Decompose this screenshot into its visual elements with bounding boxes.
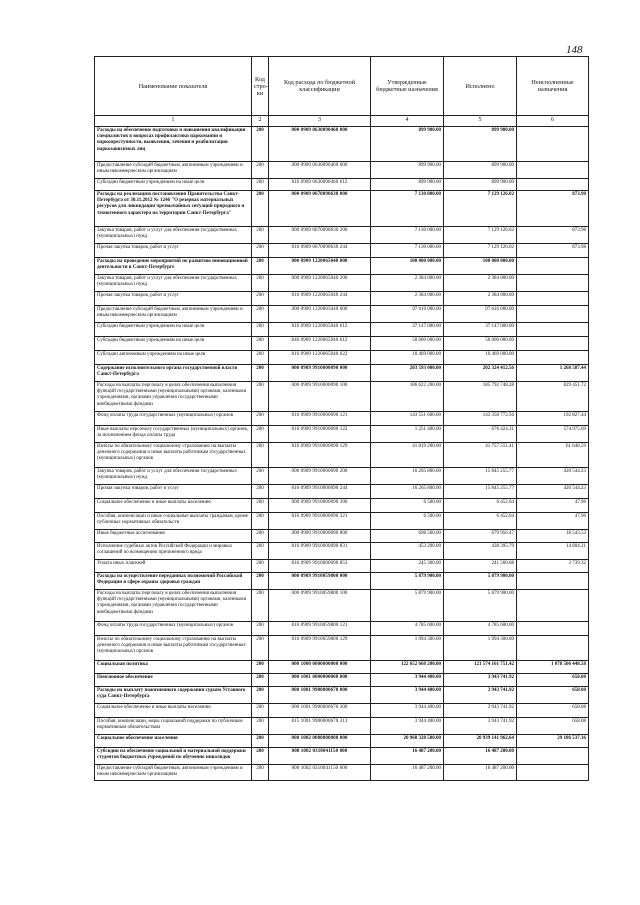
row-line-code: 200 [252, 661, 269, 674]
table-row [95, 227, 589, 244]
row-line-code: 200 [252, 292, 269, 306]
row-name: Расходы на выплаты персоналу в целях обеспечения выполнения функций государственными (муниципальными) органами, казенными учреждениями, органами управления государственными внебюджетными фондами [95, 382, 252, 412]
row-expense-code: 816 0909 9910059800 129 [269, 636, 371, 661]
row-line-code: 200 [252, 127, 269, 162]
column-number: 3 [269, 116, 371, 127]
budget-execution-table [94, 56, 589, 781]
row-expense-code: 000 1000 0000000000 000 [269, 661, 371, 674]
header-line-code: Код стро- ки [252, 57, 269, 116]
row-line-code: 200 [252, 258, 269, 275]
row-line-code: 200 [252, 636, 269, 661]
row-approved: 899 900.00 [371, 162, 444, 179]
row-unexecuted: 18 543.53 [517, 530, 589, 543]
row-approved: 41 819 200.00 [371, 443, 444, 468]
row-unexecuted [517, 765, 589, 781]
table-row [95, 765, 589, 781]
row-line-code: 200 [252, 382, 269, 412]
row-executed: 10 469 000.00 [444, 351, 517, 365]
table-row [95, 258, 589, 275]
row-expense-code: 815 1001 9900000670 313 [269, 718, 371, 735]
row-unexecuted [517, 179, 589, 191]
row-executed: 5 879 900.00 [444, 590, 517, 622]
row-name: Расходы на обеспечение подготовки и повышения квалификации специалистов в вопросах профилактики наркомании и наркопреступности, выявления, лечения и реабилитации наркозависимых лиц [95, 127, 252, 162]
row-expense-code: 000 0909 9910000090 800 [269, 530, 371, 543]
table-row [95, 292, 589, 306]
row-executed: 5 879 900.00 [444, 573, 517, 590]
row-approved: 1 094 300.00 [371, 636, 444, 661]
column-number: 1 [95, 116, 252, 127]
table-row [95, 530, 589, 543]
row-unexecuted: 658.08 [517, 718, 589, 735]
row-approved: 203 593 000.00 [371, 365, 444, 382]
row-name: Закупка товаров, работ и услуг для обеспечения государственных (муниципальных) нужд [95, 468, 252, 485]
row-approved: 3 944 400.00 [371, 687, 444, 704]
row-line-code: 200 [252, 162, 269, 179]
row-executed: 7 129 126.02 [444, 191, 517, 227]
row-line-code: 200 [252, 365, 269, 382]
row-name: Иные бюджетные ассигнования [95, 530, 252, 543]
row-expense-code: 000 1001 0000000000 000 [269, 674, 371, 687]
row-unexecuted: 658.08 [517, 674, 589, 687]
row-unexecuted [517, 573, 589, 590]
row-line-code: 200 [252, 275, 269, 292]
table-row [95, 687, 589, 704]
column-number: 2 [252, 116, 269, 127]
row-approved: 3 944 400.00 [371, 674, 444, 687]
row-line-code: 200 [252, 543, 269, 560]
row-expense-code: 816 0909 9910000090 321 [269, 513, 371, 530]
row-unexecuted: 873.98 [517, 191, 589, 227]
row-name: Содержание исполнительного органа государственной власти Санкт-Петербурга [95, 365, 252, 382]
row-line-code: 200 [252, 306, 269, 323]
row-unexecuted: 873.98 [517, 244, 589, 258]
row-expense-code: 000 0909 1220065040 200 [269, 275, 371, 292]
row-name: Субсидии на обеспечение социальной и материальной поддержки студентов бюджетных учреждений по обучению инвалидов [95, 748, 252, 765]
row-approved: 6 500.00 [371, 499, 444, 513]
row-approved: 7 130 000.00 [371, 227, 444, 244]
row-approved: 3 944 400.00 [371, 718, 444, 735]
row-name: Предоставление субсидий бюджетным, автономным учреждениям и иным некоммерческим организациям [95, 306, 252, 323]
row-line-code: 200 [252, 513, 269, 530]
table-row [95, 499, 589, 513]
row-expense-code: 816 0909 0670090630 244 [269, 244, 371, 258]
row-approved: 245 300.00 [371, 560, 444, 573]
row-executed: 143 358 772.56 [444, 412, 517, 426]
table-row [95, 244, 589, 258]
row-name: Прочая закупка товаров, работ и услуг [95, 244, 252, 258]
row-executed: 241 560.68 [444, 560, 517, 573]
row-expense-code: 000 0909 0630090460 600 [269, 162, 371, 179]
row-expense-code: 000 0909 1220065040 000 [269, 258, 371, 275]
row-unexecuted: 574 975.69 [517, 426, 589, 443]
row-name: Расходы на выплаты персоналу в целях обеспечения выполнения функций государственными (муниципальными) органами, казенными учреждениями, органами управления государственными внебюджетными фондами [95, 590, 252, 622]
row-expense-code: 816 0909 9910000090 853 [269, 560, 371, 573]
row-line-code: 200 [252, 323, 269, 337]
row-approved: 16 487 200.00 [371, 765, 444, 781]
row-approved: 122 652 668 200.00 [371, 661, 444, 674]
row-approved: 100 000 000.00 [371, 258, 444, 275]
table-row [95, 162, 589, 179]
row-unexecuted [517, 306, 589, 323]
row-executed: 6 452.04 [444, 513, 517, 530]
header-expense-code: Код расхода по бюджетной классификации [269, 57, 371, 116]
row-approved: 16 487 200.00 [371, 748, 444, 765]
row-executed: 899 900.00 [444, 179, 517, 191]
row-expense-code: 000 1002 0310041150 000 [269, 748, 371, 765]
row-expense-code: 000 0909 0670090630 200 [269, 227, 371, 244]
row-unexecuted [517, 622, 589, 636]
row-executed: 15 845 255.77 [444, 485, 517, 499]
row-approved: 97 616 000.00 [371, 306, 444, 323]
row-executed: 16 487 200.00 [444, 765, 517, 781]
row-unexecuted: 420 544.23 [517, 485, 589, 499]
row-unexecuted [517, 258, 589, 275]
row-executed: 15 845 255.77 [444, 468, 517, 485]
row-line-code: 200 [252, 443, 269, 468]
row-line-code: 200 [252, 748, 269, 765]
row-executed: 4 785 600.00 [444, 622, 517, 636]
row-name: Взносы по обязательному социальному страхованию на выплаты денежного содержания и иные выплаты работникам государственных (муниципальных) органов [95, 636, 252, 661]
row-expense-code: 000 0909 9910000090 000 [269, 365, 371, 382]
row-executed: 899 900.00 [444, 127, 517, 162]
row-executed: 121 574 161 751.42 [444, 661, 517, 674]
row-executed: 679 956.47 [444, 530, 517, 543]
row-name: Социальная политика [95, 661, 252, 674]
row-approved: 10 469 000.00 [371, 351, 444, 365]
row-executed: 2 384 000.00 [444, 275, 517, 292]
row-unexecuted: 61 648.59 [517, 443, 589, 468]
table-row [95, 513, 589, 530]
row-executed: 3 943 741.92 [444, 718, 517, 735]
row-expense-code: 846 0909 1220065040 612 [269, 337, 371, 351]
row-approved: 143 551 600.00 [371, 412, 444, 426]
row-unexecuted [517, 748, 589, 765]
row-executed: 7 129 126.02 [444, 227, 517, 244]
row-executed: 438 395.79 [444, 543, 517, 560]
row-name: Субсидии бюджетным учреждениям на иные цели [95, 323, 252, 337]
row-line-code: 200 [252, 573, 269, 590]
table-row [95, 661, 589, 674]
row-approved: 899 900.00 [371, 127, 444, 162]
row-line-code: 200 [252, 499, 269, 513]
row-expense-code: 000 1001 9900000670 000 [269, 687, 371, 704]
row-approved: 2 384 000.00 [371, 292, 444, 306]
row-approved: 7 130 000.00 [371, 244, 444, 258]
header-approved: Утвержденные бюджетные назначения [371, 57, 444, 116]
row-unexecuted [517, 292, 589, 306]
table-row [95, 412, 589, 426]
row-name: Предоставление субсидий бюджетным, автономным учреждениям и иным некоммерческим организациям [95, 162, 252, 179]
table-row [95, 275, 589, 292]
row-approved: 7 130 000.00 [371, 191, 444, 227]
table-row [95, 323, 589, 337]
row-line-code: 200 [252, 191, 269, 227]
row-name: Пособия, компенсации, меры социальной поддержки по публичным нормативным обязательствам [95, 718, 252, 735]
row-unexecuted: 1 078 506 448.58 [517, 661, 589, 674]
row-line-code: 200 [252, 687, 269, 704]
row-line-code: 200 [252, 337, 269, 351]
table-row [95, 426, 589, 443]
row-executed: 3 943 741.92 [444, 704, 517, 718]
row-name: Фонд оплаты труда государственных (муниципальных) органов [95, 412, 252, 426]
row-unexecuted: 658.08 [517, 704, 589, 718]
row-executed: 41 757 551.41 [444, 443, 517, 468]
page-number: 148 [566, 44, 583, 56]
row-name: Субсидии бюджетным учреждениям на иные цели [95, 337, 252, 351]
row-approved: 50 000 000.00 [371, 337, 444, 351]
row-executed: 899 900.00 [444, 162, 517, 179]
row-executed: 676 424.31 [444, 426, 517, 443]
row-expense-code: 816 0909 9910000090 122 [269, 426, 371, 443]
row-executed: 100 000 000.00 [444, 258, 517, 275]
header-unexecuted: Неисполненные назначения [517, 57, 589, 116]
table-row [95, 443, 589, 468]
row-line-code: 200 [252, 179, 269, 191]
column-number-row [95, 116, 589, 127]
table-row [95, 468, 589, 485]
row-name: Прочая закупка товаров, работ и услуг [95, 485, 252, 499]
row-executed: 20 939 141 962.64 [444, 735, 517, 748]
row-line-code: 200 [252, 674, 269, 687]
row-unexecuted [517, 275, 589, 292]
row-expense-code: 000 0909 0630090460 000 [269, 127, 371, 162]
row-expense-code: 000 0909 9910000090 200 [269, 468, 371, 485]
row-unexecuted [517, 323, 589, 337]
row-line-code: 200 [252, 765, 269, 781]
row-name: Пенсионное обеспечение [95, 674, 252, 687]
row-unexecuted [517, 162, 589, 179]
row-expense-code: 000 1001 9900000670 300 [269, 704, 371, 718]
row-unexecuted [517, 590, 589, 622]
row-approved: 2 384 000.00 [371, 275, 444, 292]
row-name: Иные выплаты персоналу государственных (муниципальных) органов, за исключением фонда оплаты труда [95, 426, 252, 443]
row-unexecuted: 47.96 [517, 513, 589, 530]
row-expense-code: 816 0909 1220065040 612 [269, 323, 371, 337]
column-number: 5 [444, 116, 517, 127]
row-name: Взносы по обязательному социальному страхованию на выплаты денежного содержания и иные выплаты работникам государственных (муниципальных) органов [95, 443, 252, 468]
row-line-code: 200 [252, 560, 269, 573]
row-executed: 3 943 741.92 [444, 687, 517, 704]
table-row [95, 560, 589, 573]
row-unexecuted [517, 351, 589, 365]
table-row [95, 351, 589, 365]
table-row [95, 127, 589, 162]
header-name: Наименование показателя [95, 57, 252, 116]
table-row [95, 191, 589, 227]
row-unexecuted: 47.96 [517, 499, 589, 513]
row-executed: 202 324 412.56 [444, 365, 517, 382]
row-name: Расходы на проведение мероприятий по развитию инновационной деятельности в Санкт-Петербурге [95, 258, 252, 275]
row-line-code: 200 [252, 530, 269, 543]
row-line-code: 200 [252, 704, 269, 718]
row-approved: 16 265 800.00 [371, 468, 444, 485]
row-unexecuted: 1 268 587.44 [517, 365, 589, 382]
row-approved: 5 879 900.00 [371, 590, 444, 622]
row-expense-code: 000 0909 9910059800 000 [269, 573, 371, 590]
row-name: Социальное обеспечение и иные выплаты населению [95, 704, 252, 718]
row-approved: 899 900.00 [371, 179, 444, 191]
row-approved: 1 251 400.00 [371, 426, 444, 443]
table-body [95, 127, 589, 781]
row-unexecuted: 3 739.32 [517, 560, 589, 573]
row-expense-code: 816 0909 0630090460 612 [269, 179, 371, 191]
row-name: Субсидии бюджетным учреждениям на иные цели [95, 179, 252, 191]
row-name: Уплата иных платежей [95, 560, 252, 573]
row-approved: 20 968 328 500.00 [371, 735, 444, 748]
row-executed: 37 147 000.00 [444, 323, 517, 337]
row-executed: 185 792 748.28 [444, 382, 517, 412]
row-expense-code: 816 0909 1220065040 622 [269, 351, 371, 365]
table-row [95, 735, 589, 748]
row-expense-code: 816 0909 9910000090 831 [269, 543, 371, 560]
row-approved: 5 879 900.00 [371, 573, 444, 590]
row-expense-code: 000 0909 0670090630 000 [269, 191, 371, 227]
row-expense-code: 000 0909 9910000090 300 [269, 499, 371, 513]
row-name: Пособия, компенсации и иные социальные выплаты гражданам, кроме публичных нормативных обязательств [95, 513, 252, 530]
row-approved: 186 622 200.00 [371, 382, 444, 412]
row-name: Закупка товаров, работ и услуг для обеспечения государственных (муниципальных) нужд [95, 227, 252, 244]
row-name: Закупка товаров, работ и услуг для обеспечения государственных (муниципальных) нужд [95, 275, 252, 292]
table-row [95, 718, 589, 735]
row-approved: 698 500.00 [371, 530, 444, 543]
row-line-code: 200 [252, 590, 269, 622]
row-unexecuted: 829 451.72 [517, 382, 589, 412]
row-expense-code: 816 0909 9910000090 244 [269, 485, 371, 499]
row-name: Прочая закупка товаров, работ и услуг [95, 292, 252, 306]
row-name: Расходы на выплату пожизненного содержания судьям Уставного суда Санкт-Петербурга [95, 687, 252, 704]
column-number: 4 [371, 116, 444, 127]
row-executed: 1 094 300.00 [444, 636, 517, 661]
row-expense-code: 816 0909 9910000090 121 [269, 412, 371, 426]
table-row [95, 306, 589, 323]
row-name: Расходы на реализацию постановления Правительства Санкт-Петербурга от 30.11.2012 № 1246 "О резервах материальных ресурсов для ликвидации чрезвычайных ситуаций природного и техногенного характера на территории Санкт-Петербурга" [95, 191, 252, 227]
table-row [95, 485, 589, 499]
row-expense-code: 000 0909 1220065040 600 [269, 306, 371, 323]
row-line-code: 200 [252, 718, 269, 735]
table-row [95, 382, 589, 412]
row-unexecuted: 14 804.21 [517, 543, 589, 560]
row-unexecuted: 873.98 [517, 227, 589, 244]
row-name: Расходы на осуществление переданных полномочий Российской Федерации в сфере охраны здоровья граждан [95, 573, 252, 590]
row-approved: 37 147 000.00 [371, 323, 444, 337]
row-name: Субсидии автономным учреждениям на иные цели [95, 351, 252, 365]
row-line-code: 200 [252, 351, 269, 365]
row-unexecuted [517, 636, 589, 661]
table-row [95, 365, 589, 382]
row-name: Фонд оплаты труда государственных (муниципальных) органов [95, 622, 252, 636]
row-approved: 3 944 400.00 [371, 704, 444, 718]
table-header-row [95, 57, 589, 116]
table-row [95, 704, 589, 718]
table-row [95, 674, 589, 687]
table-row [95, 590, 589, 622]
header-executed: Исполнено [444, 57, 517, 116]
row-executed: 97 616 000.00 [444, 306, 517, 323]
row-line-code: 200 [252, 735, 269, 748]
row-unexecuted [517, 127, 589, 162]
row-name: Предоставление субсидий бюджетным, автономным учреждениям и иным некоммерческим организациям [95, 765, 252, 781]
row-executed: 50 000 000.00 [444, 337, 517, 351]
row-expense-code: 000 1002 0000000000 000 [269, 735, 371, 748]
column-number: 6 [517, 116, 589, 127]
row-approved: 6 500.00 [371, 513, 444, 530]
row-expense-code: 816 0909 9910000090 129 [269, 443, 371, 468]
row-executed: 16 487 200.00 [444, 748, 517, 765]
row-expense-code: 816 0909 9910059800 121 [269, 622, 371, 636]
row-approved: 453 200.00 [371, 543, 444, 560]
table-row [95, 573, 589, 590]
row-name: Социальное обеспечение населения [95, 735, 252, 748]
table-row [95, 543, 589, 560]
row-unexecuted: 192 827.44 [517, 412, 589, 426]
table-row [95, 337, 589, 351]
row-unexecuted: 420 544.23 [517, 468, 589, 485]
row-unexecuted: 658.08 [517, 687, 589, 704]
row-line-code: 200 [252, 622, 269, 636]
row-line-code: 200 [252, 412, 269, 426]
row-line-code: 200 [252, 244, 269, 258]
row-expense-code: 000 1002 0310041150 600 [269, 765, 371, 781]
row-line-code: 200 [252, 485, 269, 499]
row-line-code: 200 [252, 426, 269, 443]
row-unexecuted: 29 186 537.36 [517, 735, 589, 748]
table-row [95, 636, 589, 661]
row-expense-code: 816 0909 1220065040 244 [269, 292, 371, 306]
row-executed: 6 452.04 [444, 499, 517, 513]
table-row [95, 622, 589, 636]
table-row [95, 748, 589, 765]
row-executed: 2 384 000.00 [444, 292, 517, 306]
row-unexecuted [517, 337, 589, 351]
table-row [95, 179, 589, 191]
row-name: Социальное обеспечение и иные выплаты населению [95, 499, 252, 513]
row-line-code: 200 [252, 468, 269, 485]
row-executed: 7 129 126.02 [444, 244, 517, 258]
row-approved: 16 265 800.00 [371, 485, 444, 499]
row-name: Исполнение судебных актов Российской Федерации и мировых соглашений по возмещению причиненного вреда [95, 543, 252, 560]
row-expense-code: 000 0909 9910059800 100 [269, 590, 371, 622]
row-executed: 3 943 741.92 [444, 674, 517, 687]
row-line-code: 200 [252, 227, 269, 244]
row-approved: 4 785 600.00 [371, 622, 444, 636]
row-expense-code: 000 0909 9910000090 100 [269, 382, 371, 412]
